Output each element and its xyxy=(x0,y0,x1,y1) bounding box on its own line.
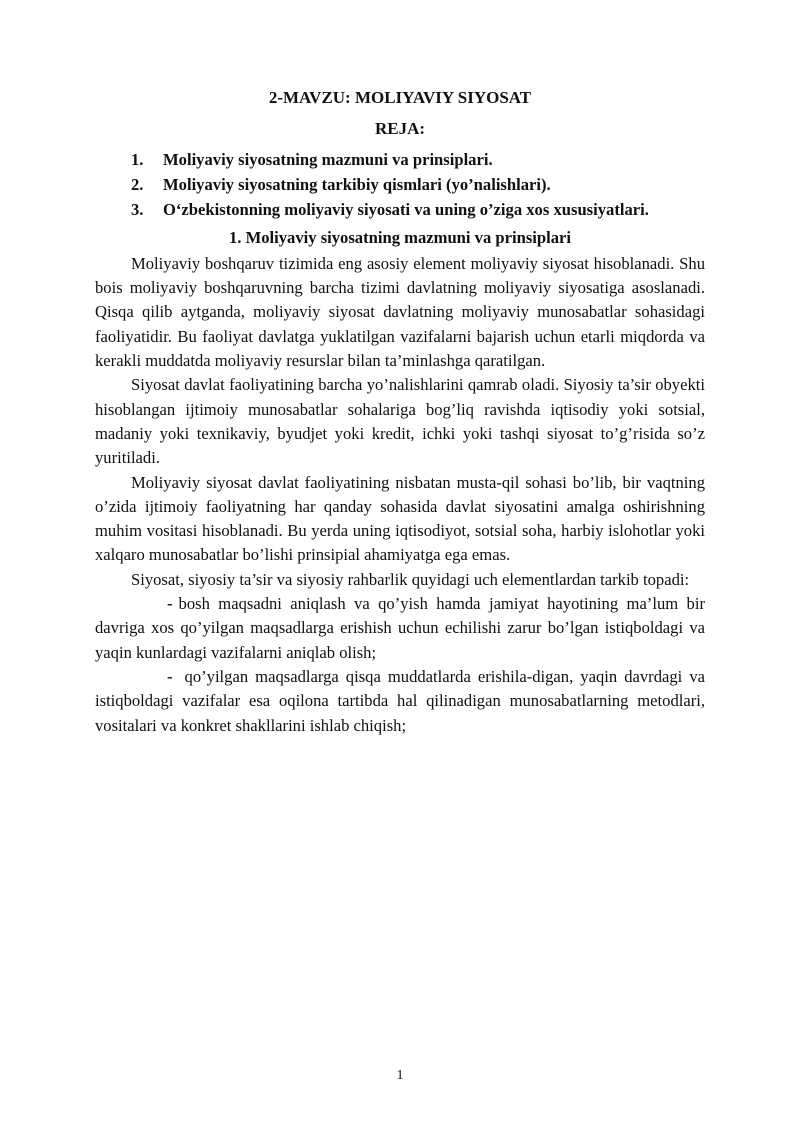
plan-item xyxy=(95,147,705,172)
plan-item-number: 1. xyxy=(131,149,144,169)
paragraph: Siyosat davlat faoliyatining barcha yo’nalishlarini qamrab oladi. Siyosiy ta’sir obyekti hisoblangan ijtimoiy munosabatlar sohalariga bog’liq ravishda iqtisodiy yoki sotsial, madaniy yoki texnikaviy, byudjet yoki kredit, ichki yoki tashqi siyosat to’g’risida so’z yuritiladi. xyxy=(95,375,705,468)
plan-list xyxy=(95,147,705,222)
section-title: 1. Moliyaviy siyosatning mazmuni va prinsiplari xyxy=(228,227,572,247)
paragraph: Moliyaviy boshqaruv tizimida eng asosiy element moliyaviy siyosat hisoblanadi. Shu bois moliyaviy boshqaruvning barcha tizimi davlatning moliyaviy siyosatiga asoslanadi. Qisqa qilib aytganda, moliyaviy siyosat davlatning moliyaviy munosabatlar sohasidagi faoliyatidir. Bu faoliyat davlatga yuklatilgan vazifalarni bajarish uchun etarli miqdorda va kerakli muddatda moliyaviy resurslar bilan ta’minlashga qaratilgan. xyxy=(95,253,705,371)
plan-item xyxy=(95,197,705,222)
plan-item-text: O‘zbekistonning moliyaviy siyosati va uning o’ziga xos xususiyatlari. xyxy=(163,199,649,219)
dash-list-item-text: bosh maqsadni aniqlash va qo’yish hamda jamiyat hayotining ma’lum bir davriga xos qo’yilgan maqsadlarga erishish uchun echilishi zarur bo’lgan istiqboldagi va yaqin kunlardagi vazifalarni aniqlab olish; xyxy=(95,594,705,662)
paragraph: Siyosat, siyosiy ta’sir va siyosiy rahbarlik quyidagi uch elementlardan tarkib topadi: xyxy=(131,569,690,589)
dash-marker: - xyxy=(167,594,173,614)
paragraph: Moliyaviy siyosat davlat faoliyatining nisbatan musta-qil sohasi bo’lib, bir vaqtning o’zida ijtimoiy faoliyatning har qanday sohasida davlat siyosatini amalga oshirishning muhim vositasi hisoblanadi. Bu yerda uning iqtisodiyot, sotsial soha, harbiy islohotlar yoki xalqaro munosabatlar bo’lishi prinsipial ahamiyatga ega emas. xyxy=(95,472,705,565)
page-number: 1 xyxy=(396,1068,404,1083)
dash-marker: - xyxy=(167,666,173,686)
document-page xyxy=(95,86,705,738)
plan-item-text: Moliyaviy siyosatning tarkibiy qismlari (yo’nalishlari). xyxy=(163,174,551,194)
plan-item-number: 2. xyxy=(131,174,144,194)
plan-item-number: 3. xyxy=(131,199,144,219)
plan-item-text: Moliyaviy siyosatning mazmuni va prinsiplari. xyxy=(163,149,493,169)
plan-item xyxy=(95,172,705,197)
topic-title: 2-MAVZU: MOLIYAVIY SIYOSAT xyxy=(268,88,532,107)
plan-title: REJA: xyxy=(374,119,426,139)
dash-list-item xyxy=(95,665,705,738)
dash-list-item xyxy=(95,592,705,665)
dash-list-item-text: qo’yilgan maqsadlarga qisqa muddatlarda erishila-digan, yaqin davrdagi va istiqboldagi vazifalar esa oqilona tartibda hal qilinadigan munosabatlarning metodlari, vositalari va konkret shakllarini ishlab chiqish; xyxy=(95,666,705,735)
